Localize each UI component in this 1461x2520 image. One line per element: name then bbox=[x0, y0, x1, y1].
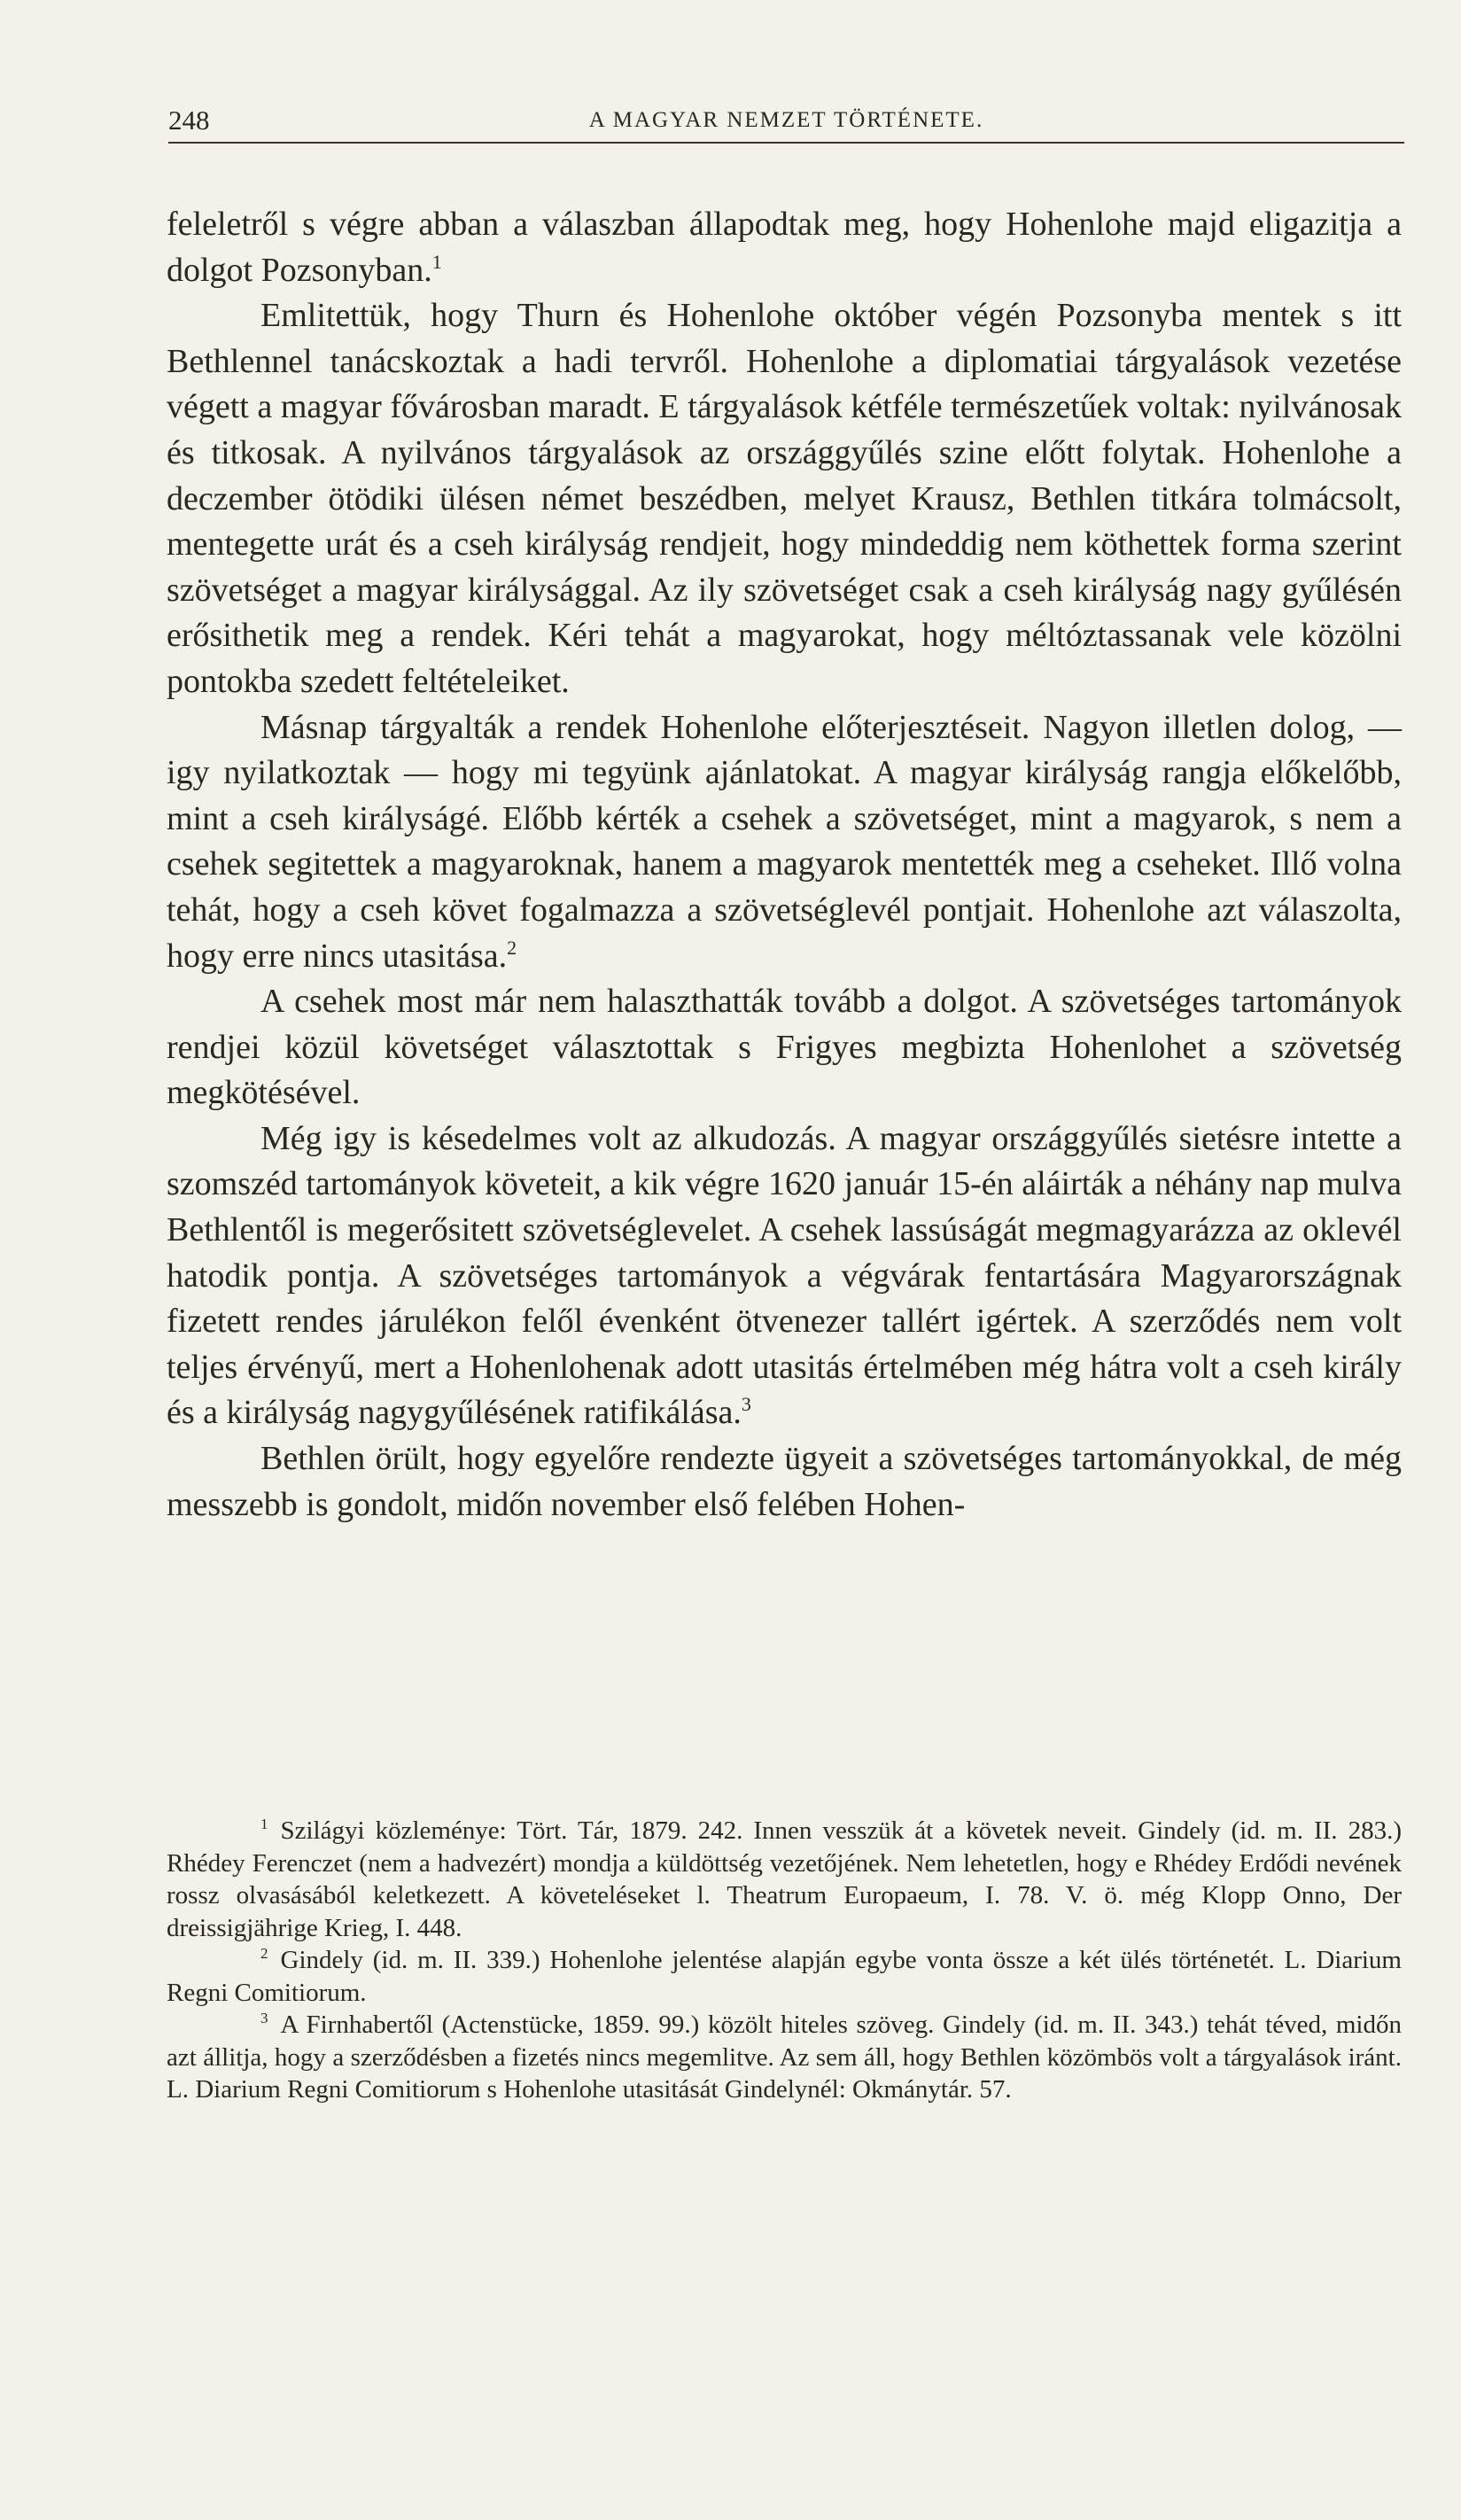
footnote: $^2$ Gindely (id. m. II. 339.) Hohenlohe jelentése alapján egybe vonta össze a két ülés történetét. L. Diarium Regni Comitiorum. bbox=[167, 1945, 1402, 2007]
page-number: 248 bbox=[168, 105, 210, 136]
paragraph: Másnap tárgyalták a rendek Hohenlohe előterjesztéseit. Nagyon illetlen dolog, — igy nyilatkoztak — hogy mi tegyünk ajánlatokat. A magyar királyság rangja előkelőbb, mint a cseh királyságé. Előbb kérték a csehek a szövetséget, mint a magyarok, s nem a csehek segitettek a magyaroknak, hanem a magyarok mentették meg a cseheket. Illő volna tehát, hogy a cseh követ fogalmazza a szövetséglevél pontjait. Hohenlohe azt válaszolta, hogy erre nincs utasitása.$^2$ bbox=[167, 708, 1402, 975]
footnote-mark: 2 bbox=[260, 1945, 268, 1962]
footnote-ref: 1 bbox=[431, 250, 442, 273]
paragraph: feleletről s végre abban a válaszban állapodtak meg, hogy Hohenlohe majd eligazitja a dolgot Pozsonyban.$^1$ bbox=[167, 206, 1402, 289]
main-text bbox=[167, 202, 1402, 1528]
footnote-mark: 1 bbox=[260, 1816, 268, 1832]
footnote: $^3$ A Firnhabertől (Actenstücke, 1859. 99.) közölt hiteles szöveg. Gindely (id. m. II. 343.) tehát téved, midőn azt állitja, hogy a szerződésben a fizetés nincs megemlitve. Az sem áll, hogy Bethlen közömbös volt a tárgyalások iránt. L. Diarium Regni Comitiorum s Hohenlohe utasitását Gindelynél: Okmánytár. 57. bbox=[167, 2010, 1402, 2104]
footnote-ref: 3 bbox=[741, 1393, 751, 1416]
paragraph: Bethlen örült, hogy egyelőre rendezte ügyeit a szövetséges tartományokkal, de még messzebb is gondolt, midőn november első felében Hohen- bbox=[167, 1440, 1402, 1523]
running-title: A MAGYAR NEMZET TÖRTÉNETE. bbox=[588, 108, 984, 132]
paragraph: Emlitettük, hogy Thurn és Hohenlohe október végén Pozsonyba mentek s itt Bethlennel tanácskoztak a hadi tervről. Hohenlohe a diplomatiai tárgyalások vezetése végett a magyar fővárosban maradt. E tárgyalások kétféle természetűek voltak: nyilvánosak és titkosak. A nyilvános tárgyalások az országgyűlés szine előtt folytak. Hohenlohe a deczember ötödiki ülésen német beszédben, melyet Krausz, Bethlen titkára tolmácsolt, mentegette urát és a cseh királyság rendjeit, hogy mindeddig nem köthettek forma szerint szövetséget a magyar királysággal. Az ily szövetséget csak a cseh királyság nagy gyűlésén erősithetik meg a rendek. Kéri tehát a magyarokat, hogy méltóztassanak vele közölni pontokba szedett feltételeiket. bbox=[167, 297, 1402, 700]
page-header bbox=[168, 105, 1404, 144]
footnote-ref: 2 bbox=[507, 936, 517, 959]
footnote: $^1$ Szilágyi közleménye: Tört. Tár, 1879. 242. Innen vesszük át a követek neveit. Gindely (id. m. II. 283.) Rhédey Ferenczet (nem a hadvezért) mondja a küldöttség vezetőjének. Nem lehetetlen, hogy e Rhédey Erdődi nevének rossz olvasásából keletkezett. A követeléseket l. Theatrum Europaeum, I. 78. V. ö. még Klopp Onno, Der dreissigjährige Krieg, I. 448. bbox=[167, 1816, 1402, 1942]
footnote-mark: 3 bbox=[260, 2010, 268, 2026]
paragraph: Még igy is késedelmes volt az alkudozás. A magyar országgyűlés sietésre intette a szomszéd tartományok követeit, a kik végre 1620 január 15-én aláirták a néhány nap mulva Bethlentől is megerősitett szövetséglevelet. A csehek lassúságát megmagyarázza az oklevél hatodik pontja. A szövetséges tartományok a végvárak fentartására Magyarországnak fizetett rendes járulékon felől évenként ötvenezer tallért igértek. A szerződés nem volt teljes érvényű, mert a Hohenlohenak adott utasitás értelmében még hátra volt a cseh király és a királyság nagygyűlésének ratifikálása.$^3$ bbox=[167, 1119, 1402, 1432]
paragraph: A csehek most már nem halaszthatták tovább a dolgot. A szövetséges tartományok rendjei közül követséget választottak s Frigyes megbizta Hohenlohet a szövetség megkötésével. bbox=[167, 983, 1402, 1112]
footnotes bbox=[167, 1815, 1402, 2106]
